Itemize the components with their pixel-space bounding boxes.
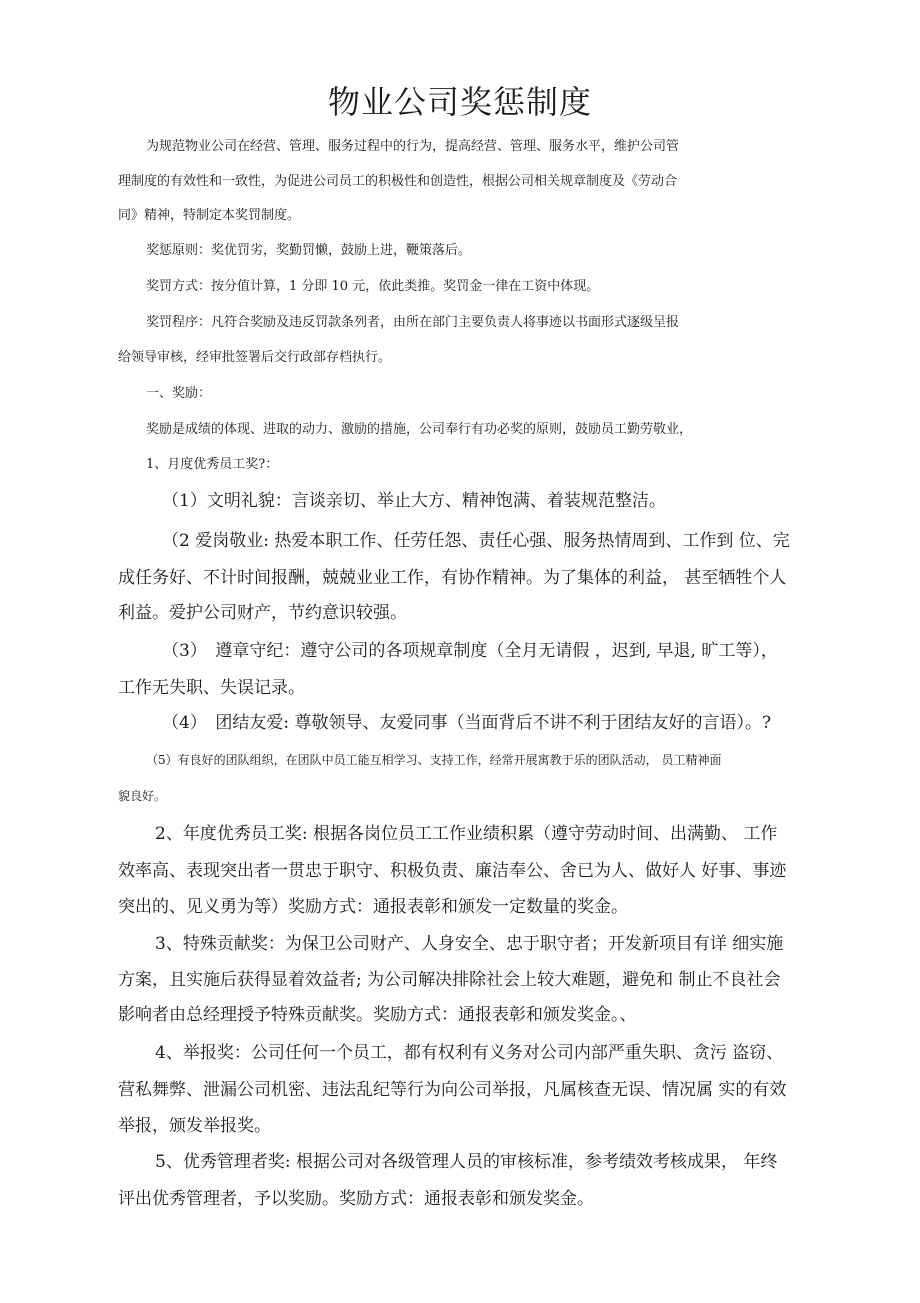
sub-item-1: （1）文明礼貌：言谈亲切、举止大方、精神饱满、着装规范整洁。: [162, 491, 666, 511]
sub-item-5-line-2: 貌良好。: [118, 789, 167, 803]
sub-item-5-line-1: （5）有良好的团队组织，在团队中员工能互相学习、支持工作，经常开展寓教于乐的团队活动， 员工精神面: [146, 753, 722, 767]
sub-item-4: （4） 团结友爱: 尊敬领导、友爱同事（当面背后不讲不利于团结友好的言语）。?: [162, 713, 772, 733]
item5-line-2: 评出优秀管理者，予以奖励。奖励方式：通报表彰和颁发奖金。: [118, 1189, 594, 1209]
principle-paragraph: 奖惩原则：奖优罚劣，奖勤罚懒，鼓励上进，鞭策落后。: [146, 243, 472, 258]
item2-line-1: 2、年度优秀员工奖: 根据各岗位员工工作业绩积累（遵守劳动时间、出满勤、 工作: [155, 824, 778, 844]
item3-line-3: 影响者由总经理授予特殊贡献奖。奖励方式：通报表彰和颁发奖金。、: [118, 1005, 637, 1025]
sub-item-3-line-1: （3） 遵章守纪：遵守公司的各项规章制度（全月无请假 ，迟到, 早退, 旷工等），: [162, 641, 778, 661]
item3-line-1: 3、特殊贡献奖：为保卫公司财产、人身安全、忠于职守者；开发新项目有详 细实施: [155, 934, 784, 954]
sub-item-2-line-1: （2 爱岗敬业: 热爱本职工作、任劳任怨、责任心强、服务热情周到、工作到 位、完: [162, 531, 790, 551]
document-title: 物业公司奖惩制度: [327, 83, 592, 121]
intro-line-2: 理制度的有效性和一致性，为促进公司员工的积极性和创造性，根据公司相关规章制度及《劳动合: [118, 174, 678, 189]
section-intro: 奖励是成绩的体现、进取的动力、激励的措施，公司奉行有功必奖的原则，鼓励员工勤劳敬业，: [146, 422, 693, 437]
procedure-line-2: 给领导审核，经审批签署后交行政部存档执行。: [118, 350, 392, 365]
sub-item-3-line-2: 工作无失职、失误记录。: [118, 678, 305, 698]
section-heading: 一、奖励：: [146, 386, 212, 401]
item2-line-3: 突出的、见义勇为等）奖励方式：通报表彰和颁发一定数量的奖金。: [118, 897, 628, 917]
item3-line-2: 方案，且实施后获得显着效益者; 为公司解决排除社会上较大难题，避免和 制止不良社会: [118, 970, 781, 990]
item4-line-1: 4、举报奖：公司任何一个员工，都有权利有义务对公司内部严重失职、贪污 盗窃、: [155, 1043, 784, 1063]
item5-line-1: 5、优秀管理者奖: 根据公司对各级管理人员的审核标准，参考绩效考核成果， 年终: [155, 1152, 778, 1172]
item4-line-3: 举报，颁发举报奖。: [118, 1116, 271, 1136]
sub-item-2-line-2: 成任务好、不计时间报酬，兢兢业业工作，有协作精神。为了集体的利益， 甚至牺牲个人: [118, 568, 787, 588]
method-paragraph: 奖罚方式：按分值计算，1 分即 10 元，依此类推。奖罚金一律在工资中体现。: [146, 279, 600, 294]
item4-line-2: 营私舞弊、泄漏公司机密、违法乱纪等行为向公司举报，凡属核查无误、情况属 实的有效: [118, 1080, 787, 1100]
item1-heading: 1、月度优秀员工奖?：: [146, 457, 279, 472]
intro-line-3: 同》精神，特制定本奖罚制度。: [118, 208, 301, 223]
sub-item-2-line-3: 利益。爱护公司财产，节约意识较强。: [118, 603, 407, 623]
intro-line-1: 为规范物业公司在经营、管理、服务过程中的行为，提高经营、管理、服务水平，维护公司管: [146, 139, 680, 154]
procedure-line-1: 奖罚程序：凡符合奖励及违反罚款条列者，由所在部门主要负责人将事迹以书面形式逐级呈报: [146, 315, 680, 330]
item2-line-2: 效率高、表现突出者一贯忠于职守、积极负责、廉洁奉公、舍已为人、做好人 好事、事迹: [118, 861, 787, 881]
